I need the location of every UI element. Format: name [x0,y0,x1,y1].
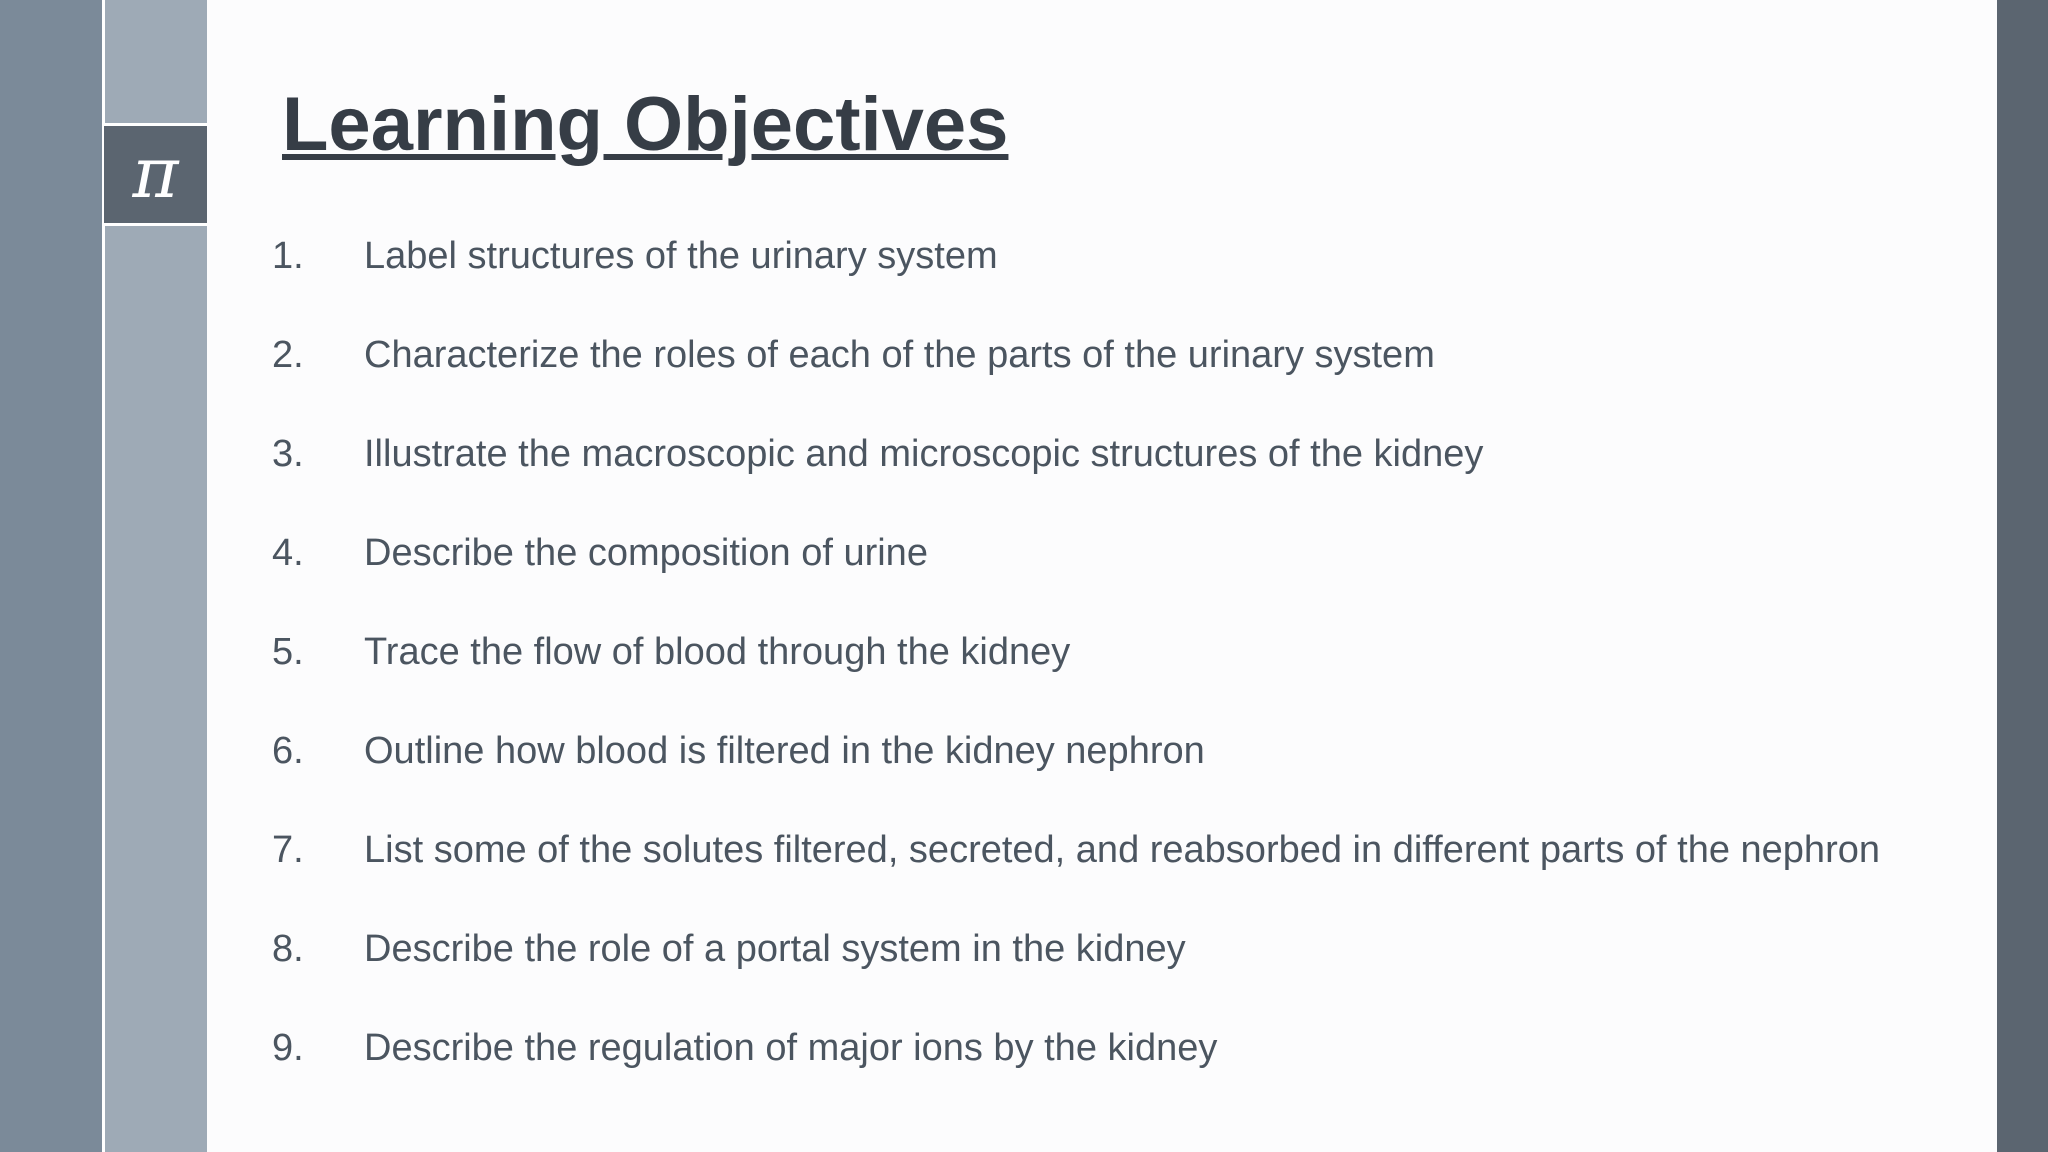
objective-item [272,816,1892,885]
objective-number: 1. [272,235,304,277]
objective-number: 7. [272,829,304,871]
objectives-list [272,222,1892,1113]
pi-symbol-icon: π [132,131,179,214]
objective-text: Describe the role of a portal system in the kidney [364,928,1186,970]
objective-number: 5. [272,631,304,673]
objective-item [272,717,1892,786]
objective-text: Label structures of the urinary system [364,235,998,277]
objective-text: Illustrate the macroscopic and microscopic structures of the kidney [364,433,1484,475]
objective-number: 9. [272,1027,304,1069]
objective-item [272,1014,1892,1083]
objective-item [272,915,1892,984]
objective-item [272,321,1892,390]
slide-title: Learning Objectives [282,82,1009,167]
objective-text: Describe the composition of urine [364,532,928,574]
objective-text: Trace the flow of blood through the kidney [364,631,1071,673]
right-decorative-band [1997,0,2048,1152]
objective-item [272,618,1892,687]
objective-text: Describe the regulation of major ions by the kidney [364,1027,1218,1069]
objective-text: List some of the solutes filtered, secreted, and reabsorbed in different parts of the nephron [364,829,1880,871]
objective-text: Characterize the roles of each of the parts of the urinary system [364,334,1435,376]
objective-number: 2. [272,334,304,376]
objective-text: Outline how blood is filtered in the kidney nephron [364,730,1205,772]
objective-item [272,420,1892,489]
left-decorative-band [0,0,102,1152]
objective-number: 4. [272,532,304,574]
pi-logo-box [104,123,207,226]
objective-number: 8. [272,928,304,970]
objective-item [272,519,1892,588]
objective-item [272,222,1892,291]
objective-number: 3. [272,433,304,475]
objective-number: 6. [272,730,304,772]
